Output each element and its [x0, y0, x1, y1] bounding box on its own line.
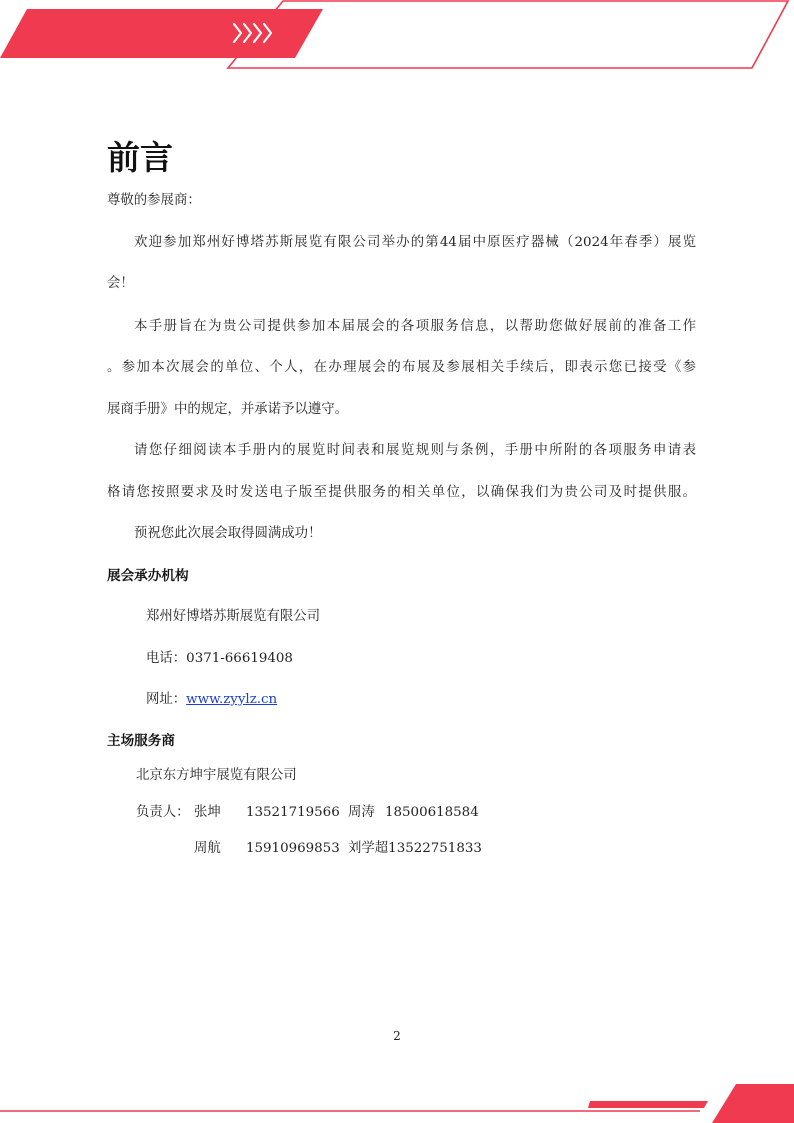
paragraph-4: 预祝您此次展会取得圆满成功！ — [134, 526, 322, 541]
page-title: 前言 — [107, 138, 173, 177]
contact-name: 刘学超 — [348, 841, 389, 856]
organizer-name: 郑州好博塔苏斯展览有限公司 — [146, 609, 321, 624]
greeting: 尊敬的参展商： — [107, 193, 201, 208]
contact-phone: 15910969853 — [246, 841, 340, 856]
paragraph-2-line-2: 。参加本次展会的单位、个人，在办理展会的布展及参展相关手续后，即表示您已接受《参 — [107, 360, 696, 375]
paragraph-3-line-2: 格请您按照要求及时发送电子版至提供服务的相关单位，以确保我们为贵公司及时提供服。 — [107, 485, 696, 500]
phone-label: 电话： — [146, 651, 187, 666]
contact-phone: 13521719566 — [246, 805, 340, 820]
organizer-website-row — [146, 691, 277, 709]
website-label: 网址： — [146, 692, 187, 707]
contact-row-1 — [136, 804, 479, 822]
contact-name: 周航 — [194, 841, 221, 856]
paragraph-2-line-3: 展商手册》中的规定，并承诺予以遵守。 — [107, 402, 349, 417]
paragraph-1-line-2: 会！ — [107, 276, 134, 291]
paragraph-1-line-1: 欢迎参加郑州好博塔苏斯展览有限公司举办的第44届中原医疗器械（2024年春季）展览 — [134, 235, 696, 250]
paragraph-2-line-1: 本手册旨在为贵公司提供参加本届展会的各项服务信息，以帮助您做好展前的准备工作 — [134, 319, 696, 334]
page-number: 2 — [393, 1029, 401, 1043]
organizer-phone-row — [146, 650, 293, 668]
contact-label: 负责人： — [136, 805, 190, 820]
header-decoration — [0, 1, 788, 68]
paragraph-3-line-1: 请您仔细阅读本手册内的展览时间表和展览规则与条例，手册中所附的各项服务申请表 — [134, 443, 696, 458]
contact-phone: 13522751833 — [388, 841, 482, 856]
service-provider-name: 北京东方坤宇展览有限公司 — [136, 768, 297, 783]
contact-name: 周涛 — [348, 805, 375, 820]
contact-row-2 — [194, 840, 482, 858]
contact-name: 张坤 — [194, 805, 221, 820]
organizer-heading: 展会承办机构 — [107, 568, 189, 584]
phone-value: 0371-66619408 — [186, 651, 293, 666]
footer-decoration — [0, 1084, 794, 1123]
contact-phone: 18500618584 — [385, 805, 479, 820]
website-link[interactable]: www.zyylz.cn — [186, 692, 278, 707]
service-provider-heading: 主场服务商 — [107, 733, 175, 749]
